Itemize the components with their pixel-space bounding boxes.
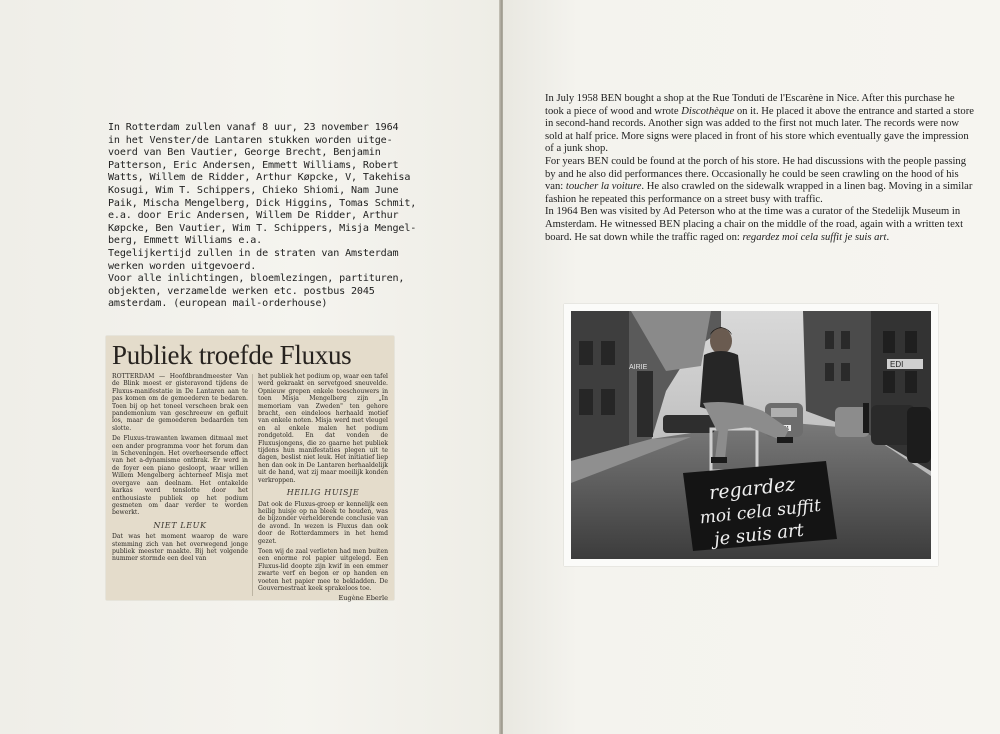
bio-text-run: For years BEN could be found at the porch of his store. He had discussions with the people passing by and he also did performances there. Occasionally he could be seen crawling on the hood of his van: — [545, 155, 967, 193]
clipping-byline: Eugène Eberle — [338, 594, 388, 603]
typewritten-line: Voor alle inlichtingen, bloemlezingen, partituren, — [108, 273, 405, 285]
shop-sign: AIRIE — [629, 364, 648, 371]
typewritten-line: in het Venster/de Lantaren stukken worden uitge- — [108, 134, 393, 146]
sign-right-text: EDI — [890, 360, 904, 369]
bio-text-run: . He also crawled on the sidewalk wrapped in a linen bag. Moving in a similar fashion he repeated this performance on a street busy with traffic. — [545, 181, 973, 205]
clipping-column-right — [258, 373, 388, 603]
sweater — [700, 351, 744, 411]
typewritten-line: Kosugi, Wim T. Schippers, Chieko Shiomi, Nam June — [108, 184, 399, 196]
newspaper-clipping — [106, 336, 394, 603]
board-line-1: regardez — [708, 473, 797, 505]
clipping-paragraph: Dat ook de Fluxus-groep er kennelijk een heilig huisje op na bleek te houden, was de bijzonder verhelderende conclusie van de avond. In wezen is Fluxus dan ook door de Rotterdammers in het hemd gezet. — [258, 500, 388, 545]
typewritten-line: In Rotterdam zullen vanaf 8 uur, 23 november 1964 — [108, 122, 399, 133]
bio-paragraph — [545, 206, 975, 244]
head — [710, 328, 732, 354]
typewritten-line: Watts, Willem de Ridder, Arthur Køpcke, V, Takehisa — [108, 172, 411, 184]
column-rule — [252, 374, 253, 596]
typewritten-line: werken worden uitgevoerd. — [108, 260, 257, 272]
typewritten-line: Patterson, Eric Andersen, Emmett Williams, Robert — [108, 159, 399, 171]
bio-italic-phrase: regardez moi cela suffit je suis art — [742, 231, 887, 243]
bio-text-run: on it. He placed it above the entrance and started a store in second-hand records. Another sign was added to the first not much later. The records were now sold at half price. More signs were placed in front of his store which eventually gave the impression of a junk shop. — [545, 105, 974, 155]
bio-text-run: In July 1958 BEN bought a shop at the Rue Tonduti de l'Escarène in Nice. After this purchase he took a piece of wood and wrote — [545, 93, 955, 117]
clipping-paragraph: Toen wij de zaal verlieten had men buiten een enorme rol papier uitgelegd. Een Fluxus-lid doopte zijn kwif in een emmer zwarte verf en begon er op handen en voeten het papier mee te bekladden. De Gouvernestraat keek sprakeloos toe. — [258, 547, 388, 592]
typewritten-line: objekten, verzamelde werken etc. postbus 2045 — [108, 285, 375, 297]
shop-front — [637, 371, 653, 437]
street-performance-photo — [571, 311, 931, 559]
bio-text-run: . — [886, 231, 890, 243]
ben-biography-text — [545, 93, 975, 244]
building-left-near — [571, 311, 629, 461]
typewritten-line: berg, Emmett Williams e.a. — [108, 235, 263, 247]
bio-italic-phrase: Discothèque — [681, 105, 735, 117]
car-left — [663, 415, 715, 433]
bio-paragraph — [545, 93, 975, 156]
board-line-2: moi cela suffit — [698, 495, 822, 529]
clipping-paragraph: het publiek het podium op, waar een tafel werd gekraakt en servetgoed sneuvelde. Opnieuw grepen enkele toeschouwers in toen Misja Mengelberg zijn „In memoriam van Zweden" ten gehore bracht, een eindeloos herhaald motief van enkele noten. Misja werd met vleugel en al enkele malen het podium rondgetold. En dat vonden de Fluxusjongens, die zo gaarne het publiek tijdens hun manifestaties plegen uit te dagen, beslist niet leuk. Het initiatief liep hen dan ook in De Lantaren herhaaldelijk uit de hand, wat zij maar moeilijk konden verkroppen. — [258, 373, 388, 484]
typewritten-line: Tegelijkertijd zullen in de straten van Amsterdam — [108, 247, 399, 259]
typewritten-line: amsterdam. (european mail-orderhouse) — [108, 298, 328, 310]
board-line-3: je suis art — [713, 519, 805, 551]
clipping-paragraph: Dat was het moment waarop de ware stemming zich van het overwegend jonge publiek meester maakte. Bij het volgende nummer stormde een deel van — [112, 533, 248, 563]
typewritten-line: Køpcke, Ben Vautier, Wim T. Schippers, Misja Mengel- — [108, 222, 417, 234]
photo-mount — [564, 304, 938, 566]
clipping-headline: Publiek troefde Fluxus — [112, 340, 352, 370]
typewritten-line: voerd van Ben Vautier, George Brecht, Benjamin — [108, 147, 381, 159]
bio-italic-phrase: toucher la voiture — [565, 181, 642, 193]
clipping-paragraph: De Fluxus-trawanten kwamen ditmaal met een ander programma voor het forum dan in Scheveningen. Het overheersende effect van het a-dynamisme ontbrak. Er werd in de foyer een piano gesloopt, waar willen Willem Mengelberg achterneef Misja met overgave aan deelnam. Het ontakelde karkas werd tenslotte door het enthousiaste publiek op het podium gesmeten om daar verder te worden bewerkt. — [112, 435, 248, 517]
clipping-column-left — [112, 373, 248, 566]
clipping-subhead-heilig-huisje: HEILIG HUISJE — [286, 488, 360, 498]
typewritten-announcement — [108, 122, 480, 311]
typewritten-line: e.a. door Eric Andersen, Willem De Ridder, Arthur — [108, 210, 399, 222]
clipping-paragraph: ROTTERDAM — Hoofdbrandmeester Van de Blink moest er gisteravond tijdens de Fluxus-manifestatie in De Lantaren aan te pas komen om de gemoederen te bedaren. Toen bij op het toneel verscheen brak een pandemonium van geschreeuw en gefluit los, maar de gemoederen bedaarden ten slotte. — [112, 373, 248, 432]
clipping-subhead-niet-leuk: NIET LEUK — [153, 520, 207, 530]
bio-paragraph — [545, 156, 975, 206]
pedestrian — [863, 403, 869, 433]
bio-text-run: In 1964 Ben was visited by Ad Peterson who at the time was a curator of the Stedelijk Museum in Amsterdam. He witnessed BEN placing a chair on the middle of the road, again with a written text board. He sat down while the traffic raged on: — [545, 206, 964, 243]
typewritten-line: Paik, Mischa Mengelberg, Dick Higgins, Tomas Schmit, — [108, 197, 417, 209]
